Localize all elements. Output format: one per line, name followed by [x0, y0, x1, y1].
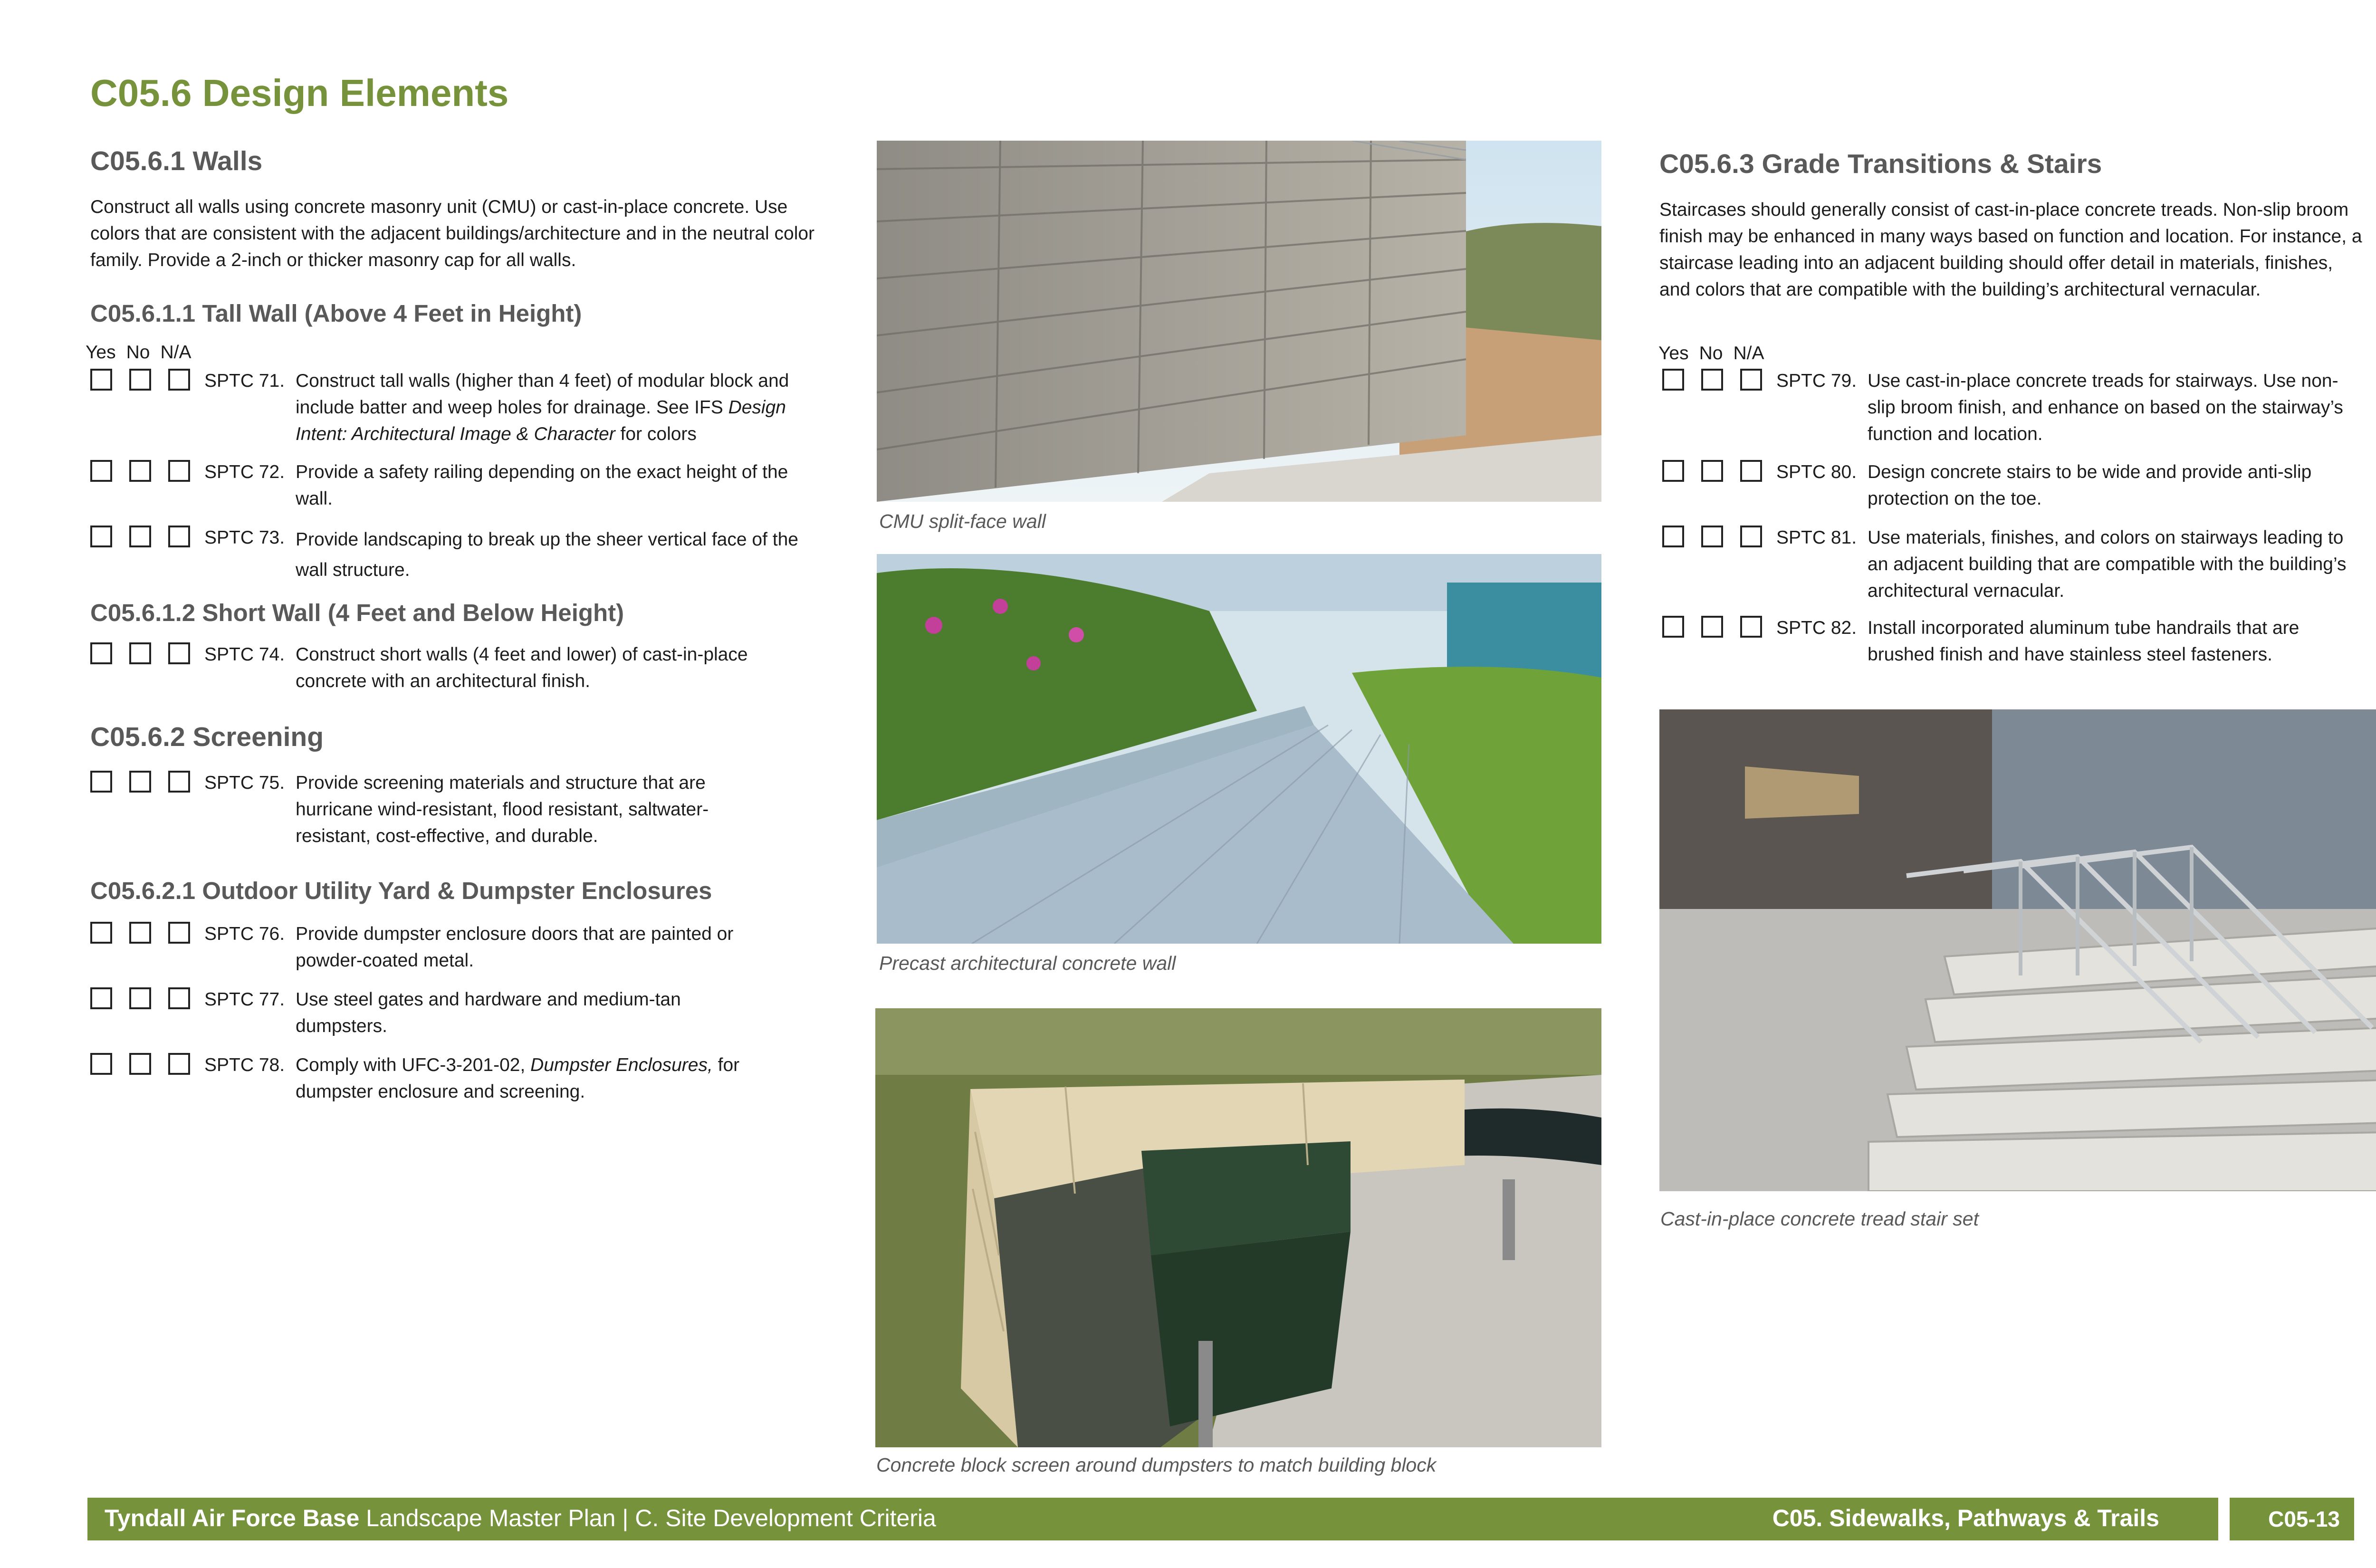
- na-checkbox[interactable]: [168, 369, 190, 391]
- na-checkbox[interactable]: [168, 642, 190, 664]
- yes-checkbox[interactable]: [1662, 616, 1684, 638]
- na-label: N/A: [160, 342, 192, 363]
- yes-checkbox[interactable]: [90, 369, 112, 391]
- footer-section: C05. Sidewalks, Pathways & Trails: [1772, 1505, 2159, 1531]
- requirement-text: Use steel gates and hardware and medium-tan dumpsters.: [296, 989, 681, 1036]
- no-checkbox[interactable]: [129, 460, 151, 482]
- na-checkbox[interactable]: [1740, 369, 1762, 391]
- yes-checkbox[interactable]: [90, 771, 112, 793]
- requirement-code: SPTC 76.: [204, 924, 285, 944]
- requirement-sptc82: [1662, 615, 2366, 665]
- footer-org: Tyndall Air Force Base: [105, 1505, 360, 1531]
- requirement-code: SPTC 71.: [204, 371, 285, 391]
- requirement-code: SPTC 73.: [204, 527, 285, 548]
- no-checkbox[interactable]: [129, 526, 151, 547]
- no-checkbox[interactable]: [1701, 526, 1723, 547]
- requirement-code: SPTC 82.: [1776, 618, 1857, 638]
- requirement-text: Construct short walls (4 feet and lower) of cast-in-place concrete with an architectural finish.: [296, 644, 748, 691]
- yes-checkbox[interactable]: [90, 642, 112, 664]
- stair-caption: Cast-in-place concrete tread stair set: [1660, 1208, 1979, 1230]
- na-checkbox[interactable]: [1740, 616, 1762, 638]
- cmu-wall-caption: CMU split-face wall: [879, 510, 1046, 532]
- yes-checkbox[interactable]: [90, 922, 112, 944]
- yes-checkbox[interactable]: [1662, 369, 1684, 391]
- na-checkbox[interactable]: [168, 526, 190, 547]
- requirement-sptc81: [1662, 525, 2366, 601]
- na-label: N/A: [1733, 343, 1764, 363]
- requirement-sptc75: [90, 770, 822, 846]
- requirement-code: SPTC 78.: [204, 1055, 285, 1075]
- no-checkbox[interactable]: [1701, 616, 1723, 638]
- checklist-header-stairs: [1658, 343, 1775, 364]
- requirement-code: SPTC 79.: [1776, 371, 1857, 391]
- dumpster-enclosure-photo: [875, 1008, 1601, 1447]
- requirement-sptc77: [90, 986, 822, 1036]
- footer-bar: [87, 1498, 2354, 1540]
- footer-title: [105, 1504, 936, 1532]
- dumpster-enclosure-caption: Concrete block screen around dumpsters to match building block: [876, 1454, 1437, 1476]
- na-checkbox[interactable]: [168, 771, 190, 793]
- requirement-text: Use cast-in-place concrete treads for stairways. Use non-slip broom finish, and enhance on based on the stairway’s function and location.: [1868, 371, 2343, 444]
- requirement-code: SPTC 77.: [204, 989, 285, 1010]
- na-checkbox[interactable]: [168, 922, 190, 944]
- cmu-wall-photo: [877, 141, 1601, 502]
- requirement-sptc71: [90, 368, 822, 444]
- yes-label: Yes: [86, 342, 116, 363]
- yes-checkbox[interactable]: [90, 460, 112, 482]
- no-checkbox[interactable]: [129, 987, 151, 1009]
- yes-checkbox[interactable]: [90, 987, 112, 1009]
- stairs-heading: C05.6.3 Grade Transitions & Stairs: [1659, 149, 2102, 179]
- tall-wall-heading: C05.6.1.1 Tall Wall (Above 4 Feet in Height): [90, 300, 582, 327]
- no-checkbox[interactable]: [129, 369, 151, 391]
- footer-divider: [2218, 1498, 2230, 1540]
- requirement-text: Provide a safety railing depending on the exact height of the wall.: [296, 462, 788, 509]
- no-checkbox[interactable]: [129, 771, 151, 793]
- short-wall-heading: C05.6.1.2 Short Wall (4 Feet and Below Height): [90, 599, 624, 626]
- no-label: No: [1699, 343, 1723, 363]
- requirement-sptc79: [1662, 368, 2366, 444]
- yes-checkbox[interactable]: [90, 526, 112, 547]
- na-checkbox[interactable]: [1740, 526, 1762, 547]
- walls-heading: C05.6.1 Walls: [90, 146, 263, 176]
- requirement-text: Provide dumpster enclosure doors that are painted or powder-coated metal.: [296, 924, 734, 971]
- page-number: C05-13: [2268, 1507, 2340, 1531]
- no-checkbox[interactable]: [1701, 460, 1723, 482]
- requirement-code: SPTC 72.: [204, 462, 285, 482]
- requirement-text: Provide landscaping to break up the sheer vertical face of the wall structure.: [296, 529, 798, 580]
- requirement-text: Install incorporated aluminum tube handrails that are brushed finish and have stainless steel fasteners.: [1868, 618, 2299, 665]
- requirement-sptc74: [90, 641, 822, 691]
- yes-label: Yes: [1658, 343, 1689, 363]
- na-checkbox[interactable]: [168, 987, 190, 1009]
- na-checkbox[interactable]: [168, 460, 190, 482]
- no-checkbox[interactable]: [129, 642, 151, 664]
- requirement-text: Use materials, finishes, and colors on stairways leading to an adjacent building that are compatible with the building’s architectural vernacular.: [1868, 527, 2347, 601]
- walls-body: Construct all walls using concrete masonry unit (CMU) or cast-in-place concrete. Use colors that are consistent with the adjacent buildings/architecture and in the neutral color family. Provide a 2-inch or thicker masonry cap for all walls.: [90, 197, 815, 270]
- requirement-sptc76: [90, 921, 822, 971]
- stair-photo: [1659, 709, 2376, 1191]
- screening-heading: C05.6.2 Screening: [90, 722, 324, 752]
- requirement-sptc73: [90, 525, 822, 580]
- yes-checkbox[interactable]: [1662, 526, 1684, 547]
- no-checkbox[interactable]: [129, 1053, 151, 1075]
- utility-yard-heading: C05.6.2.1 Outdoor Utility Yard & Dumpster Enclosures: [90, 877, 712, 904]
- requirement-sptc72: [90, 459, 822, 509]
- yes-checkbox[interactable]: [1662, 460, 1684, 482]
- precast-wall-caption: Precast architectural concrete wall: [879, 952, 1176, 974]
- no-label: No: [126, 342, 150, 363]
- footer-plan: Landscape Master Plan | C. Site Development Criteria: [359, 1505, 936, 1531]
- page-title: C05.6 Design Elements: [90, 72, 509, 114]
- requirement-code: SPTC 80.: [1776, 462, 1857, 482]
- no-checkbox[interactable]: [1701, 369, 1723, 391]
- precast-wall-photo: [877, 554, 1601, 944]
- requirement-code: SPTC 74.: [204, 644, 285, 665]
- requirement-sptc78: [90, 1052, 822, 1102]
- requirement-code: SPTC 75.: [204, 773, 285, 793]
- no-checkbox[interactable]: [129, 922, 151, 944]
- requirement-sptc80: [1662, 459, 2366, 509]
- requirement-text: Design concrete stairs to be wide and provide anti-slip protection on the toe.: [1868, 462, 2312, 509]
- yes-checkbox[interactable]: [90, 1053, 112, 1075]
- requirement-text: Construct tall walls (higher than 4 feet) of modular block and include batter and weep holes for drainage. See IFS Design Intent: Architectural Image & Character for colors: [296, 371, 789, 444]
- na-checkbox[interactable]: [168, 1053, 190, 1075]
- requirement-code: SPTC 81.: [1776, 527, 1857, 548]
- stairs-body: Staircases should generally consist of cast-in-place concrete treads. Non-slip broom finish may be enhanced in many ways based on function and location. For instance, a staircase leading into an adjacent building should offer detail in materials, finishes, and colors that are compatible with the building’s architectural vernacular.: [1659, 200, 2362, 300]
- requirement-text: Comply with UFC-3-201-02, Dumpster Enclosures, for dumpster enclosure and screening.: [296, 1055, 740, 1102]
- na-checkbox[interactable]: [1740, 460, 1762, 482]
- checklist-header: [86, 342, 202, 363]
- requirement-text: Provide screening materials and structure that are hurricane wind-resistant, flood resistant, saltwater-resistant, cost-effective, and durable.: [296, 773, 709, 846]
